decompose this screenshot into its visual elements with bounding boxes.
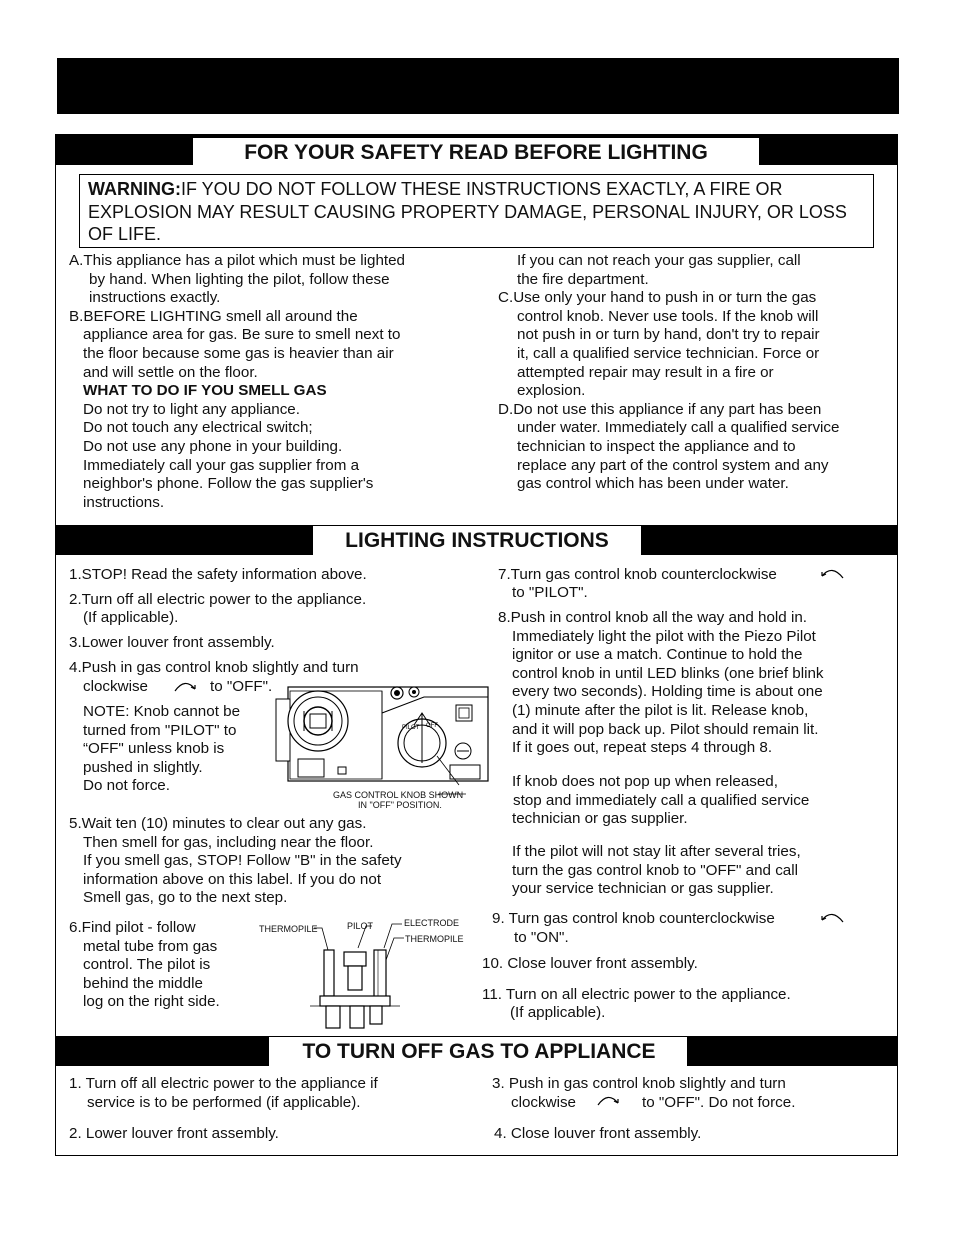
step-8-line: (1) minute after the pilot is lit. Release knob, — [512, 701, 809, 719]
turnoff-step-2: 2. Lower louver front assembly. — [69, 1125, 279, 1142]
turnoff-step-4: 4. Close louver front assembly. — [494, 1125, 702, 1142]
turnoff-step-1: 1. Turn off all electric power to the appliance if — [69, 1075, 378, 1092]
warning-text: IF YOU DO NOT FOLLOW THESE INSTRUCTIONS EXACTLY, A FIRE OR EXPLOSION MAY RESULT CAUSING PROPERTY DAMAGE, PERSONAL INJURY, OR LOSS OF LIFE. — [88, 179, 847, 244]
clockwise-arrow-icon — [172, 679, 198, 693]
lighting-step-7: 7.Turn gas control knob counterclockwise — [498, 566, 777, 583]
step-5-line: If you smell gas, STOP! Follow "B" in the safety — [83, 852, 402, 870]
lighting-step-11: 11. Turn on all electric power to the appliance. — [482, 986, 791, 1003]
lighting-step-10: 10. Close louver front assembly. — [482, 955, 698, 972]
step-5-line: 5.Wait ten (10) minutes to clear out any gas. — [69, 815, 367, 832]
knob-caption: GAS CONTROL KNOB SHOWN — [333, 790, 464, 800]
turnoff-step-3: 3. Push in gas control knob slightly and turn — [492, 1075, 786, 1092]
safety-line: the fire department. — [517, 270, 649, 288]
counterclockwise-arrow-icon — [818, 566, 846, 580]
lighting-step-4: 4.Push in gas control knob slightly and turn — [69, 659, 359, 676]
top-title-bar — [57, 58, 899, 114]
step-6-line: control. The pilot is — [83, 956, 211, 974]
step-6-line: metal tube from gas — [83, 937, 218, 955]
lighting-step-3: 3.Lower louver front assembly. — [69, 634, 275, 651]
safety-heading: FOR YOUR SAFETY READ BEFORE LIGHTING — [193, 138, 759, 168]
safety-item-d-line: under water. Immediately call a qualified service — [517, 419, 840, 437]
step-8-line: control knob in until LED blinks (one brief blink — [512, 664, 824, 682]
counterclockwise-arrow-icon — [818, 910, 846, 924]
caption-leader-line — [438, 787, 468, 795]
note-line: NOTE: Knob cannot be — [83, 703, 241, 720]
lighting-step-5 — [69, 815, 402, 908]
lighting-step-7-line: to "PILOT". — [512, 584, 588, 601]
lighting-step-6 — [69, 919, 220, 1012]
safety-line: If you can not reach your gas supplier, call — [517, 252, 801, 269]
safety-item-c-line: control knob. Never use tools. If the knob will — [517, 307, 819, 325]
safety-item-d-line: replace any part of the control system and any — [517, 456, 829, 474]
lighting-step-11-line: (If applicable). — [510, 1004, 606, 1021]
lighting-step-2: 2.Turn off all electric power to the appliance. — [69, 591, 367, 608]
safety-left-column — [69, 252, 405, 512]
step-8-line: 8.Push in control knob all the way and hold in. — [498, 609, 808, 626]
electrode-label: ELECTRODE — [404, 918, 460, 928]
step-8-line: every two seconds). Holding time is about one — [512, 683, 823, 701]
note-line: turned from "PILOT" to — [83, 721, 237, 739]
step-8-line: and it will pop back up. Pilot should remain lit. — [512, 720, 819, 738]
pilot-label: PILOT — [347, 921, 374, 931]
smell-gas-step: Immediately call your gas supplier from a — [83, 456, 360, 474]
safety-item-c-line: not push in or turn by hand, don't try to repair — [517, 326, 820, 344]
smell-gas-step: neighbor's phone. Follow the gas supplier's — [83, 475, 374, 493]
lighting-step-9: 9. Turn gas control knob counterclockwise — [492, 910, 775, 927]
lighting-step-4-line: clockwise — [83, 678, 148, 695]
safety-item-b-line: appliance area for gas. Be sure to smell next to — [83, 326, 401, 344]
lighting-step-8 — [498, 609, 824, 758]
smell-gas-step: Do not touch any electrical switch; — [83, 419, 313, 437]
note-line: pushed in slightly. — [83, 758, 203, 776]
lighting-step-1: 1.STOP! Read the safety information above. — [69, 566, 367, 583]
safety-item-c-line: it, call a qualified service technician. Force or — [517, 344, 820, 362]
pop-up-note-line: technician or gas supplier. — [512, 810, 688, 828]
step-8-line: Immediately light the pilot with the Piezo Pilot — [512, 627, 816, 645]
safety-item-b-line: the floor because some gas is heavier than air — [83, 344, 394, 362]
smell-gas-step: Do not try to light any appliance. — [83, 400, 300, 418]
safety-item-a-line: instructions exactly. — [89, 289, 221, 307]
safety-item-d-line: technician to inspect the appliance and to — [517, 437, 796, 455]
knob-note — [83, 703, 240, 796]
safety-item-a-line: by hand. When lighting the pilot, follow these — [89, 270, 390, 288]
smell-gas-step: Do not use any phone in your building. — [83, 437, 343, 455]
warning-box — [79, 174, 874, 248]
pop-up-note-line: If knob does not pop up when released, — [512, 773, 778, 790]
safety-item-c-line: attempted repair may result in a fire or — [517, 363, 774, 381]
note-line: Do not force. — [83, 777, 170, 795]
step-6-line: behind the middle — [83, 974, 203, 992]
turnoff-step-1-line: service is to be performed (if applicable). — [87, 1094, 361, 1111]
step-6-line: 6.Find pilot - follow — [69, 919, 196, 936]
step-5-line: Smell gas, go to the next step. — [83, 889, 288, 907]
step-8-line: ignitor or use a match. Continue to hold the — [512, 646, 803, 664]
pop-up-note — [512, 773, 809, 829]
gas-control-valve-diagram — [274, 683, 490, 783]
turnoff-step-3-line: clockwise — [511, 1094, 576, 1111]
safety-item-c-line: explosion. — [517, 382, 586, 400]
safety-item-b: B.BEFORE LIGHTING smell all around the — [69, 307, 358, 325]
clockwise-arrow-icon — [595, 1093, 621, 1107]
knob-caption: IN "OFF" POSITION. — [358, 800, 442, 810]
step-8-line: If it goes out, repeat steps 4 through 8. — [512, 739, 773, 757]
safety-right-column — [498, 252, 839, 494]
smell-gas-step: instructions. — [83, 493, 165, 511]
lighting-step-2-line: (If applicable). — [83, 609, 179, 626]
turnoff-step-3-line: to "OFF". Do not force. — [642, 1094, 796, 1111]
step-5-line: information above on this label. If you do not — [83, 870, 382, 888]
pilot-lit-note-line: your service technician or gas supplier. — [512, 880, 774, 898]
safety-item-d-line: gas control which has been under water. — [517, 475, 789, 493]
note-line: “OFF" unless knob is — [83, 740, 225, 758]
lighting-step-9-line: to "ON". — [514, 929, 569, 946]
step-5-line: Then smell for gas, including near the floor. — [83, 833, 374, 851]
pilot-lit-note-line: turn the gas control knob to "OFF" and call — [512, 861, 798, 879]
svg-text:OFF: OFF — [426, 723, 438, 729]
smell-gas-heading: WHAT TO DO IF YOU SMELL GAS — [83, 382, 327, 400]
warning-label: WARNING: — [88, 179, 181, 199]
safety-item-a: A.This appliance has a pilot which must be lighted — [69, 252, 406, 269]
thermopile-label: THERMOPILE — [259, 924, 318, 934]
pilot-assembly-diagram — [300, 920, 410, 1030]
thermopile-label-2: THERMOPILE — [405, 934, 464, 944]
pop-up-note-line: stop and immediately call a qualified service — [513, 791, 810, 809]
pilot-lit-note-line: If the pilot will not stay lit after several tries, — [512, 843, 801, 860]
svg-text:PILOT: PILOT — [402, 725, 420, 731]
safety-item-b-line: and will settle on the floor. — [83, 363, 258, 381]
step-6-line: log on the right side. — [83, 993, 220, 1011]
turnoff-heading: TO TURN OFF GAS TO APPLIANCE — [269, 1037, 687, 1067]
safety-item-d: D.Do not use this appliance if any part has been — [498, 400, 822, 418]
safety-item-c: C.Use only your hand to push in or turn the gas — [498, 289, 817, 307]
lighting-step-4-line: to "OFF". — [210, 678, 273, 695]
pilot-lit-note — [512, 843, 801, 899]
lighting-heading: LIGHTING INSTRUCTIONS — [313, 526, 641, 556]
